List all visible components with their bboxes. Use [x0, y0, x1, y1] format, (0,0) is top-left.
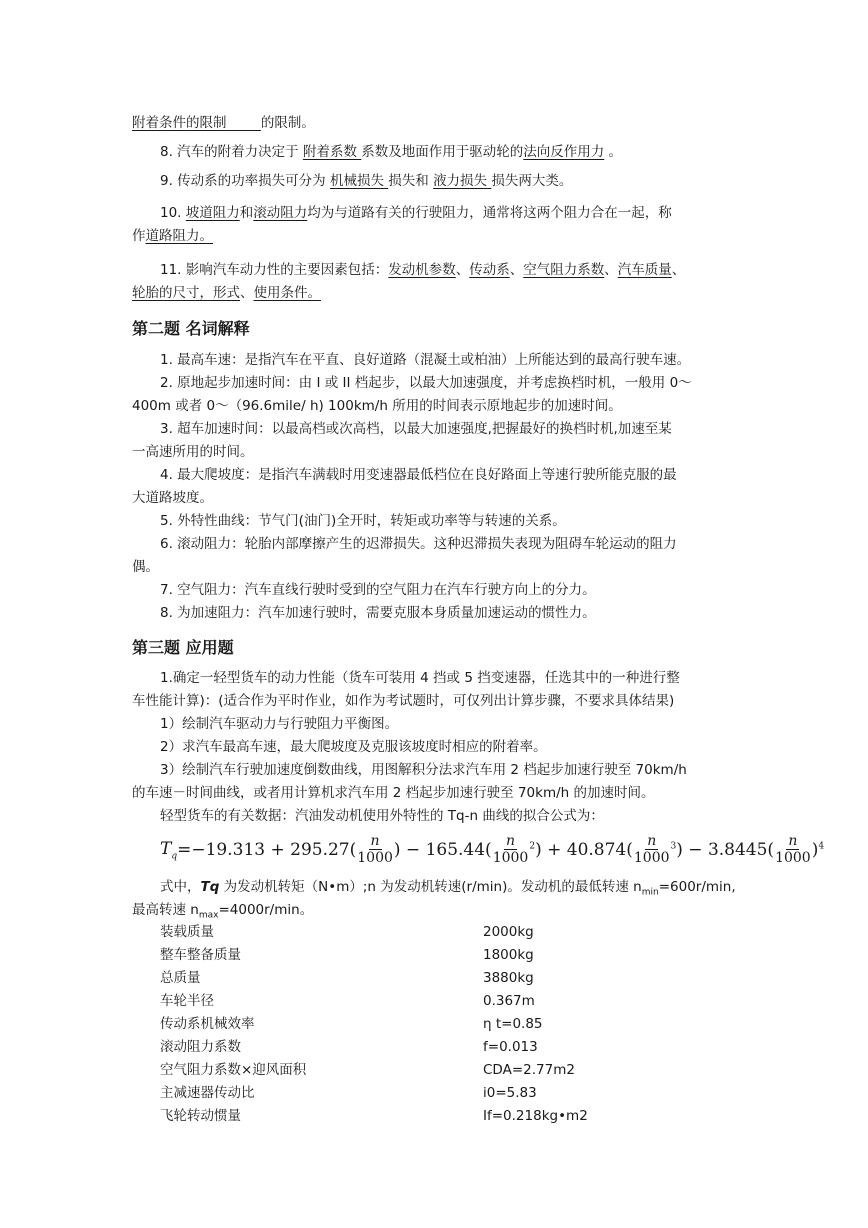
underlined-answer: 附着条件的限制 — [132, 115, 227, 131]
param-label: 总质量 — [160, 970, 201, 986]
section-2-heading: 第二题 名词解释 — [132, 319, 250, 338]
formula-term: 3 — [670, 841, 677, 852]
text: 损失和 — [388, 173, 434, 189]
param-value: 0.367m — [483, 993, 535, 1009]
problem-line: 3）绘制汽车行驶加速度倒数曲线，用图解积分法求汽车用 2 档起步加速行驶至 70km/h — [160, 762, 687, 778]
text: 和 — [239, 205, 254, 221]
param-value: 3880kg — [483, 970, 534, 986]
problem-line: 1）绘制汽车驱动力与行驶阻力平衡图。 — [160, 716, 399, 732]
definition-line: 7. 空气阻力：汽车直线行驶时受到的空气阻力在汽车行驶方向上的分力。 — [160, 582, 596, 598]
param-value: f=0.013 — [483, 1039, 538, 1055]
formula-fraction: $\frac{n}{1000}$ — [775, 833, 811, 866]
underlined-answer: 液力损失 — [433, 173, 492, 189]
underlined-answer: 机械损失 — [329, 173, 389, 189]
problem-line: 2）求汽车最高车速，最大爬坡度及克服该坡度时相应的附着率。 — [160, 739, 547, 755]
param-value: 2000kg — [483, 924, 534, 940]
question-10-line-2 — [132, 226, 213, 246]
formula-fraction: $\frac{n}{1000}$ — [357, 833, 393, 866]
definition-line: 大道路坡度。 — [132, 490, 213, 506]
text: 、 — [671, 262, 686, 278]
continuation-line — [132, 113, 315, 133]
text: 、 — [455, 262, 470, 278]
param-value: i0=5.83 — [483, 1085, 537, 1101]
text: 。 — [604, 144, 623, 160]
param-label: 装载质量 — [160, 924, 214, 940]
text: 10. — [160, 205, 186, 221]
question-10-line-1 — [160, 203, 672, 223]
underlined-answer: 汽车质量 — [617, 262, 672, 278]
underlined-answer: 空气阻力系数 — [523, 262, 605, 278]
param-label: 车轮半径 — [160, 993, 214, 1009]
question-8 — [160, 142, 622, 162]
param-label: 整车整备质量 — [160, 947, 241, 963]
definition-line: 2. 原地起步加速时间：由 I 或 II 档起步，以最大加速强度，并考虑换档时机，一般用 0～ — [160, 375, 692, 391]
definition-line: 一高速所用的时间。 — [132, 444, 254, 460]
param-label: 主减速器传动比 — [160, 1085, 255, 1101]
text: 、 — [604, 262, 618, 278]
text: 的限制。 — [260, 115, 315, 131]
question-11-line-1 — [160, 260, 685, 280]
underlined-answer: 附着系数 — [302, 144, 362, 160]
definition-line: 400m 或者 0～（96.6mile/ h) 100km/h 所用的时间表示原地起步的加速时间。 — [132, 398, 622, 414]
definition-line: 1. 最高车速：是指汽车在平直、良好道路（混凝土或柏油）上所能达到的最高行驶车速。 — [160, 352, 691, 368]
definition-line: 偶。 — [132, 559, 159, 575]
param-value: If=0.218kg•m2 — [483, 1108, 588, 1124]
definition-line: 3. 超车加速时间：以最高档或次高档，以最大加速强度,把握最好的换档时机,加速至某 — [160, 421, 672, 437]
param-value: 1800kg — [483, 947, 534, 963]
underlined-answer: 滚动阻力 — [253, 205, 308, 221]
formula-term: ) − 3.8445( — [676, 840, 775, 860]
text: 均为与道路有关的行驶阻力，通常将这两个阻力合在一起，称 — [307, 205, 672, 221]
underlined-answer: 法向反作用力 — [523, 144, 605, 160]
text: 11. 影响汽车动力性的主要因素包括： — [160, 262, 389, 278]
question-9 — [160, 171, 572, 191]
param-label: 飞轮转动惯量 — [160, 1108, 241, 1124]
definition-line: 6. 滚动阻力：轮胎内部摩擦产生的迟滞损失。这种迟滞损失表现为阻碍车轮运动的阻力 — [160, 536, 677, 552]
formula-lhs: $T_q$ — [160, 838, 178, 862]
formula-term: 2 — [529, 841, 536, 852]
problem-line: 1.确定一轻型货车的动力性能（货车可装用 4 挡或 5 挡变速器，任选其中的一种进行整 — [160, 670, 680, 686]
text: 损失两大类。 — [491, 173, 573, 189]
definition-line: 5. 外特性曲线：节气门(油门)全开时，转矩或功率等与转速的关系。 — [160, 513, 566, 529]
underlined-answer: 道路阻力。 — [145, 228, 213, 244]
question-11-line-2 — [132, 283, 321, 303]
problem-line: 的车速－时间曲线，或者用计算机求汽车用 2 档起步加速行驶至 70km/h 的加速时间。 — [132, 785, 655, 801]
param-label: 空气阻力系数×迎风面积 — [160, 1062, 307, 1078]
text: 作 — [132, 228, 146, 244]
formula-explanation-line-2: 最高转速 $n_{max}=4000r/\min$。 — [132, 902, 314, 921]
param-value: η t=0.85 — [483, 1016, 543, 1032]
problem-line: 车性能计算)：(适合作为平时作业，如作为考试题时，可仅列出计算步骤，不要求具体结果) — [132, 693, 675, 709]
underlined-answer: 轮胎的尺寸，形式 — [132, 285, 240, 301]
text: 9. 传动系的功率损失可分为 — [160, 173, 330, 189]
section-3-heading: 第三题 应用题 — [132, 638, 234, 657]
underlined-answer: 使用条件。 — [253, 285, 321, 301]
formula-fraction: $\frac{n}{1000}$ — [492, 833, 529, 866]
text: 8. 汽车的附着力决定于 — [160, 144, 303, 160]
param-label: 传动系机械效率 — [160, 1016, 255, 1032]
formula-term: )$^4$ — [811, 840, 825, 860]
torque-formula — [160, 828, 824, 872]
problem-line: 轻型货车的有关数据：汽油发动机使用外特性的 Tq-n 曲线的拟合公式为： — [160, 808, 604, 824]
underlined-answer: 坡道阻力 — [185, 205, 240, 221]
formula-term: ) + 40.874( — [535, 840, 633, 860]
formula-term: =−19.313 + 295.27( — [177, 840, 357, 860]
param-value: CDA=2.77m2 — [483, 1062, 575, 1078]
text: 、 — [240, 285, 254, 301]
text: 、 — [509, 262, 524, 278]
definition-line: 8. 为加速阻力：汽车加速行驶时，需要克服本身质量加速运动的惯性力。 — [160, 605, 596, 621]
definition-line: 4. 最大爬坡度：是指汽车满载时用变速器最低档位在良好路面上等速行驶所能克服的最 — [160, 467, 677, 483]
text: 系数及地面作用于驱动轮的 — [361, 144, 524, 160]
formula-explanation-line-1: 式中，Tq 为发动机转矩（N•m）;n 为发动机转速(r/min)。发动机的最低转速 $n_{min}=600r/\min$, — [160, 879, 736, 898]
answer-blank — [227, 115, 261, 131]
formula-term: ) − 165.44( — [393, 840, 492, 860]
underlined-answer: 发动机参数 — [388, 262, 456, 278]
underlined-answer: 传动系 — [469, 262, 510, 278]
formula-fraction: $\frac{n}{1000}$ — [633, 833, 670, 866]
param-label: 滚动阻力系数 — [160, 1039, 241, 1055]
